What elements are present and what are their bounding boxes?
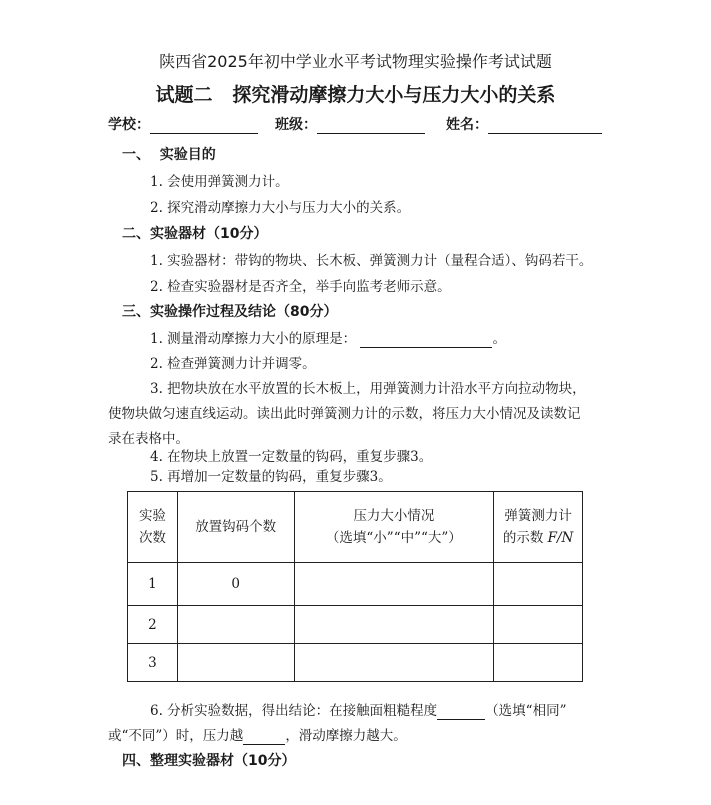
section1-item-2: 2. 探究滑动摩擦力大小与压力大小的关系。 — [150, 200, 411, 216]
cell-pressure[interactable] — [294, 644, 494, 682]
school-field — [108, 116, 258, 134]
table-header-row — [128, 492, 583, 563]
principle-prefix: 1. 测量滑动摩擦力大小的原理是： — [150, 331, 357, 347]
exam-subtitle — [0, 84, 711, 107]
cell-hooks[interactable] — [177, 606, 294, 644]
header-hooks: 放置钩码个数 — [177, 492, 294, 563]
table-row — [128, 644, 583, 682]
name-field — [446, 116, 602, 134]
cell-trial: 3 — [128, 644, 178, 682]
conclusion-blank-1[interactable] — [437, 705, 485, 720]
school-label: 学校： — [108, 117, 150, 133]
class-input[interactable] — [317, 119, 425, 134]
cell-trial: 2 — [128, 606, 178, 644]
section3-item-4: 4. 在物块上放置一定数量的钩码，重复步骤3。 — [150, 449, 433, 465]
name-input[interactable] — [488, 119, 602, 134]
conclusion-part4: ，滑动摩擦力越大。 — [285, 728, 407, 744]
cell-pressure[interactable] — [294, 606, 494, 644]
section3-item-2: 2. 检查弹簧测力计并调零。 — [150, 356, 316, 372]
cell-hooks[interactable] — [177, 644, 294, 682]
section3-item-3-line3: 录在表格中。 — [108, 431, 189, 447]
class-field — [275, 116, 425, 134]
principle-answer-blank[interactable] — [360, 333, 492, 348]
conclusion-blank-2[interactable] — [243, 730, 285, 745]
subtitle-text: 探究滑动摩擦力大小与压力大小的关系 — [232, 84, 556, 106]
header-reading: 弹簧测力计 的示数 F/N — [494, 492, 583, 563]
conclusion-part3: 或“不同”）时，压力越 — [108, 728, 244, 744]
section3-item-1 — [150, 330, 506, 348]
cell-trial: 1 — [128, 563, 178, 606]
section3-item-3-line1: 3. 把物块放在水平放置的长木板上，用弹簧测力计沿水平方向拉动物块， — [150, 381, 586, 397]
header-pressure: 压力大小情况 （选填“小”“中”“大”） — [294, 492, 494, 563]
data-table — [127, 491, 583, 682]
section1-num: 一、 — [122, 147, 150, 163]
cell-hooks[interactable]: 0 — [177, 563, 294, 606]
cell-reading[interactable] — [494, 606, 583, 644]
section2-heading: 二、实验器材（10分） — [122, 226, 268, 242]
section1-heading — [122, 146, 216, 164]
section3-item-6-line2 — [108, 727, 407, 745]
section1-item-1: 1. 会使用弹簧测力计。 — [150, 174, 289, 190]
section1-title: 实验目的 — [159, 147, 216, 163]
section4-heading: 四、整理实验器材（10分） — [122, 753, 296, 769]
table-row — [128, 563, 583, 606]
section3-item-5: 5. 再增加一定数量的钩码，重复步骤3。 — [150, 469, 392, 485]
section2-item-1: 1. 实验器材：带钩的物块、长木板、弹簧测力计（量程合适）、钩码若干。 — [150, 253, 593, 269]
conclusion-part1: 6. 分析实验数据，得出结论：在接触面粗糙程度 — [150, 703, 438, 719]
exam-title: 陕西省2025年初中学业水平考试物理实验操作考试试题 — [159, 52, 552, 71]
cell-reading[interactable] — [494, 563, 583, 606]
section3-heading: 三、实验操作过程及结论（80分） — [122, 304, 338, 320]
principle-suffix: 。 — [492, 331, 506, 347]
cell-pressure[interactable] — [294, 563, 494, 606]
subtitle-prefix: 试题二 — [155, 84, 213, 106]
cell-reading[interactable] — [494, 644, 583, 682]
class-label: 班级： — [275, 117, 317, 133]
section3-item-3-line2: 使物块做匀速直线运动。读出此时弹簧测力计的示数，将压力大小情况及读数记 — [108, 406, 581, 422]
table-row — [128, 606, 583, 644]
conclusion-part2: （选填“相同” — [485, 703, 567, 719]
school-input[interactable] — [150, 119, 258, 134]
header-trial: 实验 次数 — [128, 492, 178, 563]
section2-item-2: 2. 检查实验器材是否齐全，举手向监考老师示意。 — [150, 279, 451, 295]
name-label: 姓名： — [446, 117, 488, 133]
section3-item-6-line1 — [150, 702, 566, 720]
